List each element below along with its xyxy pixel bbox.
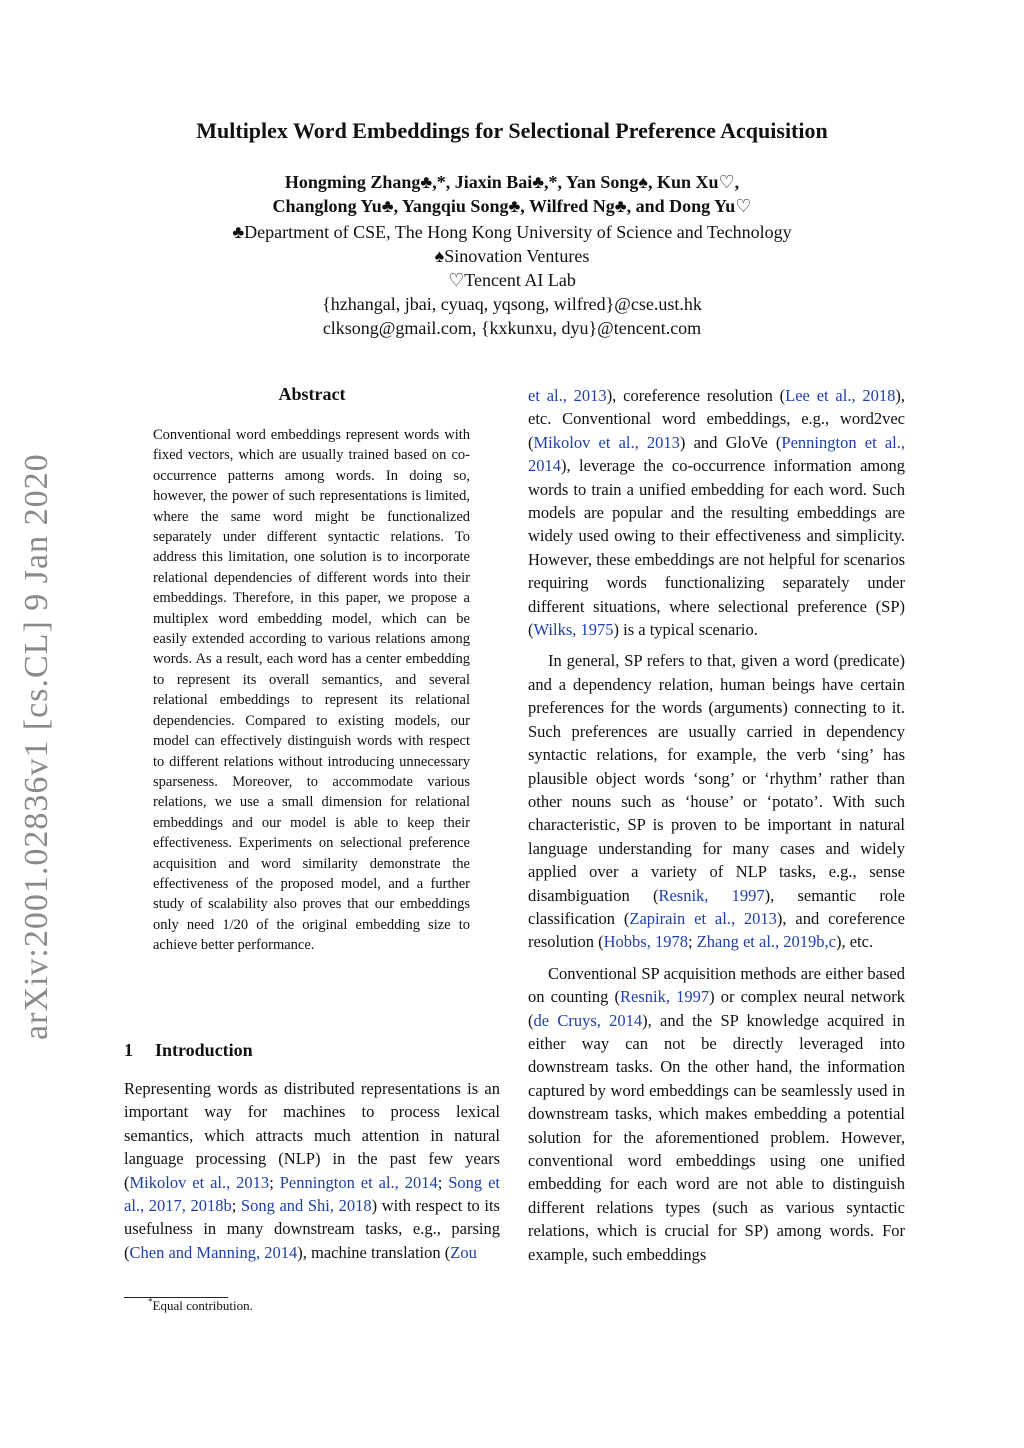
intro-left-column — [124, 1077, 500, 1264]
arxiv-identifier-text: arXiv:2001.02836v1 [cs.CL] 9 Jan 2020 — [18, 453, 55, 1040]
paragraph-text: ) with respect to its usefulness in many downstream tasks, e.g., parsing ( — [124, 1196, 500, 1262]
citation-link[interactable]: Pennington et al., 2014 — [279, 1172, 438, 1192]
footnote-text: Equal contribution. — [152, 1298, 253, 1313]
affiliation-line: ♠Sinovation Ventures — [434, 246, 590, 266]
intro-paragraph — [528, 649, 905, 953]
citation-link[interactable]: Mikolov et al., 2013 — [533, 432, 680, 452]
paragraph-text: ), leverage the co-occurrence information among words to train a unified embedding for each word. Such models are popular and the resulting embeddings are widely used owing to their effectiveness and simplicity. However, these embeddings are not helpful for scenarios requiring words functionalizing separately under different situations, where selectional preference (SP) ( — [528, 456, 905, 640]
citation-link[interactable]: Mikolov et al., 2013 — [129, 1172, 270, 1192]
citation-link[interactable]: Song et al., 2017, 2018b — [124, 1172, 500, 1216]
citation-link[interactable]: Zou — [450, 1242, 477, 1262]
intro-right-column — [528, 384, 905, 1266]
paragraph-text: ; — [269, 1172, 280, 1192]
intro-paragraph — [528, 962, 905, 1266]
citation-link[interactable]: Zhang et al., 2019b,c — [696, 932, 836, 952]
paper-title: Multiplex Word Embeddings for Selectional Preference Acquisition — [196, 118, 828, 143]
intro-paragraph — [528, 384, 905, 641]
citation-link[interactable]: Lee et al., 2018 — [785, 386, 896, 405]
arxiv-identifier-stamp — [18, 453, 66, 1088]
paragraph-text: In general, SP refers to that, given a word (predicate) and a dependency relation, human beings have certain preferences for the words (arguments) connecting to it. Such preferences are usually carried in dependency syntactic relations, for example, the verb ‘sing’ has plausible object words ‘song’ or ‘rhythm’ rather than other nouns such as ‘house’ or ‘potato’. With such characteristic, SP is proven to be important in natural language understanding for many cases and widely applied over a variety of NLP tasks, e.g., sense disambiguation ( — [528, 651, 905, 905]
affiliation-line: ♡Tencent AI Lab — [448, 270, 576, 290]
footnote-mark: * — [148, 1296, 153, 1307]
footnote — [148, 1298, 253, 1314]
citation-link[interactable]: Resnik, 1997 — [658, 885, 765, 905]
paragraph-text: ), etc. — [835, 932, 874, 952]
author-list — [0, 170, 1024, 218]
paragraph-text: ), etc. Conventional word embeddings, e.g., word2vec ( — [528, 386, 905, 452]
citation-link[interactable]: Resnik, 1997 — [620, 987, 710, 1007]
affiliation-block — [0, 220, 1024, 340]
paragraph-text: ), and coreference resolution ( — [528, 908, 905, 952]
citation-link[interactable]: Wilks, 1975 — [533, 620, 614, 640]
paragraph-text: ), machine translation ( — [297, 1242, 451, 1262]
intro-paragraph — [124, 1077, 500, 1264]
citation-link[interactable]: Zapirain et al., 2013 — [629, 908, 777, 928]
abstract-heading: Abstract — [278, 384, 346, 404]
email-line: clksong@gmail.com, {kxkunxu, dyu}@tencent.com — [322, 318, 702, 338]
author-line: Changlong Yu♣, Yangqiu Song♣, Wilfred Ng♣, and Dong Yu♡ — [272, 196, 752, 216]
citation-link[interactable]: Pennington et al., 2014 — [528, 432, 905, 476]
paragraph-text: ; — [687, 932, 697, 952]
paragraph-text: ), and the SP knowledge acquired in either way can not be directly leveraged into downstream tasks. On the other hand, the information captured by word embeddings can be seamlessly used in downstream tasks, which makes embedding a potential solution for the aforementioned problem. However, conventional word embeddings using one unified embedding for each word are not able to distinguish different relations types (such as various syntactic relations, which is crucial for SP) among words. For example, such embeddings — [528, 1010, 905, 1264]
citation-link[interactable]: Hobbs, 1978 — [603, 932, 688, 952]
paragraph-text: Representing words as distributed representations is an important way for machines to process lexical semantics, which attracts much attention in natural language processing (NLP) in the past few years ( — [124, 1079, 500, 1192]
paragraph-text: ; — [231, 1196, 241, 1216]
paragraph-text: Conventional SP acquisition methods are either based on counting ( — [528, 963, 905, 1007]
paragraph-text: ), coreference resolution ( — [606, 386, 786, 405]
paragraph-text: ) and GloVe ( — [679, 432, 782, 452]
paragraph-text: ) is a typical scenario. — [613, 620, 758, 640]
paragraph-text: ; — [437, 1172, 449, 1192]
citation-link[interactable]: de Cruys, 2014 — [533, 1010, 643, 1030]
abstract-text: Conventional word embeddings represent words with fixed vectors, which are usually trained based on co-occurrence patterns among words. In doing so, however, the power of such representations is limited, where the same word might be functionalized separately under different syntactic relations. To address this limitation, one solution is to incorporate relational dependencies of different words into their embeddings. Therefore, in this paper, we propose a multiplex word embedding model, which can be easily extended according to various relations among words. As a result, each word has a center embedding to represent its overall semantics, and several relational embeddings to represent its relational dependencies. Compared to existing models, our model can effectively distinguish words with respect to different relations without introducing unnecessary sparseness. Moreover, to accommodate various relations, we use a small dimension for relational embeddings and our model is able to keep their effectiveness. Experiments on selectional preference acquisition and word similarity demonstrate the effectiveness of the proposed model, and a further study of scalability also proves that our embeddings only need 1/20 of the original embedding size to achieve better performance. — [153, 427, 470, 954]
affiliation-line: ♣Department of CSE, The Hong Kong University of Science and Technology — [232, 222, 792, 242]
section-heading-introduction — [124, 1040, 253, 1061]
author-line: Hongming Zhang♣,*, Jiaxin Bai♣,*, Yan Song♠, Kun Xu♡, — [284, 172, 740, 192]
section-number: 1 — [124, 1040, 133, 1060]
citation-link[interactable]: et al., 2013 — [528, 386, 607, 405]
paragraph-text: ), semantic role classification ( — [528, 885, 905, 928]
citation-link[interactable]: Chen and Manning, 2014 — [129, 1242, 298, 1262]
paragraph-text: ) or complex neural network ( — [528, 987, 905, 1030]
section-title: Introduction — [155, 1040, 253, 1060]
email-line: {hzhangal, jbai, cyuaq, yqsong, wilfred}@cse.ust.hk — [322, 294, 702, 314]
citation-link[interactable]: Song and Shi, 2018 — [240, 1196, 372, 1216]
